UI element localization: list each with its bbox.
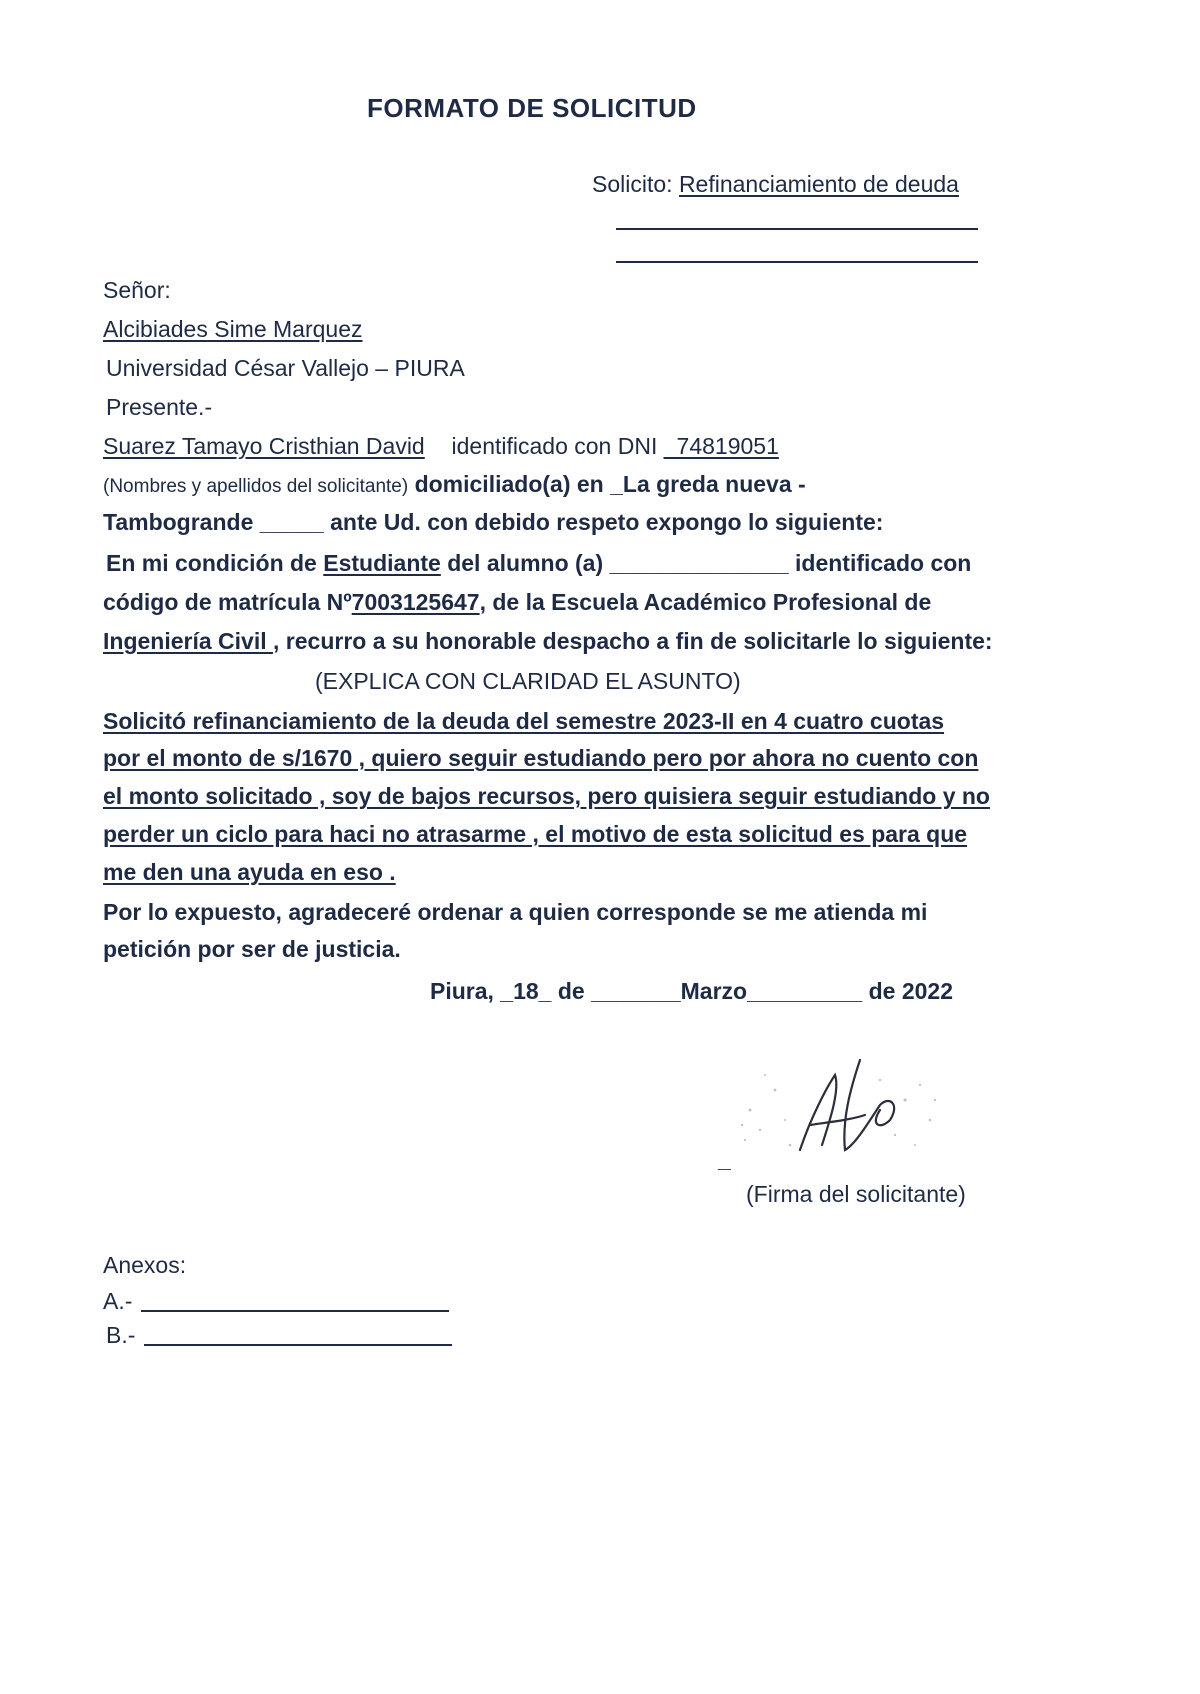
signature-mark: _ xyxy=(718,1146,731,1172)
applicant-name: Suarez Tamayo Cristhian David xyxy=(103,433,425,459)
date-city: Piura, _18_ de _______ xyxy=(430,978,681,1004)
applicant-line xyxy=(103,432,779,460)
domicile-value-2: Tambogrande xyxy=(103,509,254,535)
dni-label: identificado con DNI xyxy=(451,433,658,459)
condition-identified: identificado con xyxy=(795,550,972,576)
date-line xyxy=(430,977,953,1005)
condition-line-3 xyxy=(103,627,993,655)
request-text: , recurro a su honorable despacho a fin de solicitarle lo siguiente: xyxy=(273,628,993,654)
condition-line-2 xyxy=(103,588,931,616)
solicito-blank-line-2 xyxy=(616,261,978,263)
domicile-line xyxy=(103,470,806,501)
solicito-line xyxy=(592,170,959,198)
dni-value: _74819051 xyxy=(663,433,779,459)
annex-b-label: B.- xyxy=(106,1322,136,1348)
solicito-label: Solicito: xyxy=(592,171,673,197)
domicile-value-1: _La greda nueva - xyxy=(610,471,806,497)
school-label: , de la Escuela Académico Profesional de xyxy=(479,589,932,615)
condition-line-1 xyxy=(106,549,971,577)
solicito-value: Refinanciamiento de deuda xyxy=(678,171,959,197)
annex-a-label: A.- xyxy=(103,1288,133,1314)
recipient-name: Alcibiades Sime Marquez xyxy=(103,316,363,342)
closing-line-2: petición por ser de justicia. xyxy=(103,936,401,962)
signature-image xyxy=(730,1050,950,1160)
domicile-label: domiciliado(a) en xyxy=(414,471,604,497)
condition-role: Estudiante xyxy=(323,550,441,576)
body-line-2: por el monto de s/1670 , quiero seguir estudiando pero por ahora no cuento con xyxy=(103,745,979,771)
body-line-1: Solicitó refinanciamiento de la deuda del semestre 2023-II en 4 cuatro cuotas xyxy=(103,708,945,734)
annex-b-line xyxy=(144,1344,452,1346)
annex-a-line xyxy=(141,1310,449,1312)
presente: Presente.- xyxy=(106,394,213,420)
matricula-value: 7003125647 xyxy=(351,589,480,615)
body-line-3: el monto solicitado , soy de bajos recursos, pero quisiera seguir estudiando y no xyxy=(103,783,990,809)
closing-line-1: Por lo expuesto, agradeceré ordenar a quien corresponde se me atienda mi xyxy=(103,899,928,925)
date-tail: _________ de 2022 xyxy=(747,978,954,1004)
condition-prefix: En mi condición de xyxy=(106,550,317,576)
expose-text: ante Ud. con debido respeto expongo lo siguiente: xyxy=(330,509,884,535)
domicile-blank: _____ xyxy=(259,509,324,535)
subject-heading: (EXPLICA CON CLARIDAD EL ASUNTO) xyxy=(315,668,741,694)
recipient-institution: Universidad César Vallejo – PIURA xyxy=(106,355,465,381)
condition-blank: ______________ xyxy=(609,550,789,576)
page-title: FORMATO DE SOLICITUD xyxy=(367,93,697,123)
matricula-label: código de matrícula Nº xyxy=(103,589,352,615)
annexes-label: Anexos: xyxy=(103,1252,187,1278)
school-value: Ingeniería Civil xyxy=(103,628,273,654)
body-line-4: perder un ciclo para haci no atrasarme , el motivo de esta solicitud es para que xyxy=(103,821,968,847)
name-hint: (Nombres y apellidos del solicitante) xyxy=(103,476,409,497)
salutation: Señor: xyxy=(103,277,171,303)
solicito-blank-line-1 xyxy=(616,228,978,230)
body-line-5: me den una ayuda en eso . xyxy=(103,859,396,885)
date-month: Marzo xyxy=(680,978,748,1004)
expose-line xyxy=(103,508,883,536)
signature-caption: (Firma del solicitante) xyxy=(746,1181,966,1207)
condition-alumno: del alumno (a) xyxy=(447,550,604,576)
